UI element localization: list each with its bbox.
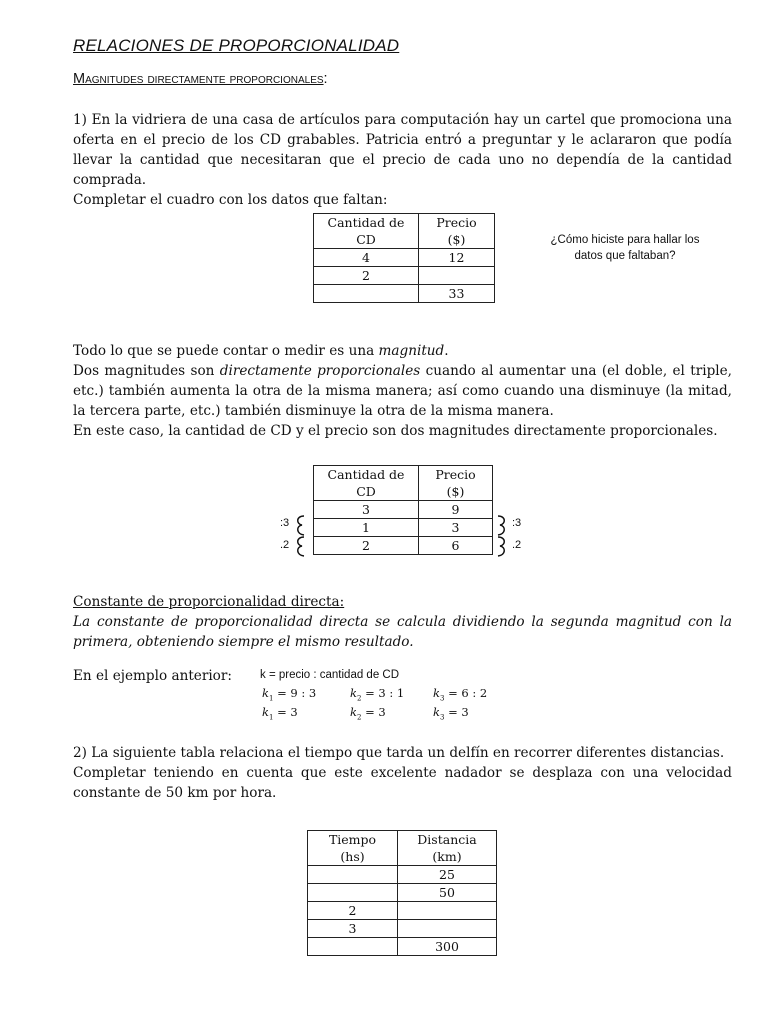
left-operator: .2	[280, 539, 290, 551]
table-cell: 1	[314, 519, 419, 537]
dolphin-table	[307, 830, 497, 956]
table-header-cell: Tiempo (hs)	[308, 831, 398, 866]
right-brace-icon	[495, 514, 511, 558]
k-calc-2: $k_2 = 3$ : 1	[350, 686, 405, 703]
right-operator: .2	[512, 539, 522, 551]
constant-heading: Constante de proporcionalidad directa:	[73, 594, 345, 610]
table-cell: 12	[419, 249, 495, 267]
section-subtitle	[73, 71, 328, 87]
constant-formula: k = precio : cantidad de CD	[260, 669, 400, 681]
k-calc-1: $k_1 = 9$ : 3	[262, 686, 317, 703]
k-result-1: $k_1 = 3$	[262, 705, 298, 722]
explanation-block	[73, 341, 732, 441]
exercise-2-text-2: Completar teniendo en cuenta que este excelente nadador se desplaza con una velocidad constante de 50 km por hora.	[73, 765, 732, 801]
table-header-cell: Cantidad de CD	[314, 466, 419, 501]
table-cell: 2	[314, 267, 419, 285]
exercise-1-block	[73, 110, 732, 210]
table-cell	[308, 938, 398, 956]
table-cell	[308, 866, 398, 884]
proportion-table	[313, 465, 493, 555]
table-cell: 2	[308, 902, 398, 920]
table-cell: 6	[419, 537, 493, 555]
table-cell	[419, 267, 495, 285]
table-row	[308, 902, 497, 920]
right-operator: :3	[512, 517, 522, 529]
table-row	[308, 938, 497, 956]
left-operator: :3	[280, 517, 290, 529]
question-line: ¿Cómo hiciste para hallar los	[550, 234, 700, 246]
table-cell: 3	[419, 519, 493, 537]
table-cell: 50	[398, 884, 497, 902]
table-cell	[398, 902, 497, 920]
table-header-cell: Precio ($)	[419, 214, 495, 249]
k-result-2: $k_2 = 3$	[350, 705, 386, 722]
table-cell: 2	[314, 537, 419, 555]
example-label: En el ejemplo anterior:	[73, 668, 232, 684]
table-row	[308, 884, 497, 902]
table-cell: 300	[398, 938, 497, 956]
table-cell: 3	[314, 501, 419, 519]
table-row	[314, 285, 495, 303]
table-cell: 33	[419, 285, 495, 303]
table-row	[314, 249, 495, 267]
page-title: RELACIONES DE PROPORCIONALIDAD	[73, 36, 400, 55]
exercise-2-text-1: 2) La siguiente tabla relaciona el tiempo que tarda un delfín en recorrer diferentes distancias.	[73, 745, 725, 761]
table-header-row	[308, 831, 497, 866]
table-cell: 3	[308, 920, 398, 938]
table-row	[314, 519, 493, 537]
table-cell	[308, 884, 398, 902]
table-header-row	[314, 466, 493, 501]
table-row	[308, 866, 497, 884]
question-note	[530, 232, 720, 264]
question-line: datos que faltaban?	[574, 250, 676, 262]
subtitle-text: Magnitudes directamente proporcionales	[73, 71, 324, 87]
k-result-3: $k_3 = 3$	[433, 705, 469, 722]
table-cell: 25	[398, 866, 497, 884]
exercise-1-text: 1) En la vidriera de una casa de artículos para computación hay un cartel que promociona una oferta en el precio de los CD grabables. Patricia entró a preguntar y le aclararon que podía llevar la cantidad que necesitaran que el precio de cada uno no dependía de la cantidad comprada.	[73, 112, 732, 188]
table-row	[314, 537, 493, 555]
cd-price-table	[313, 213, 495, 303]
constant-definition: La constante de proporcionalidad directa se calcula dividiendo la segunda magnitud con la primera, obteniendo siempre el mismo resultado.	[73, 614, 732, 650]
table-row	[308, 920, 497, 938]
constant-block	[73, 592, 732, 652]
subtitle-colon: :	[323, 71, 328, 87]
table-header-row	[314, 214, 495, 249]
exercise-1-instruction: Completar el cuadro con los datos que faltan:	[73, 192, 388, 208]
table-cell	[314, 285, 419, 303]
table-row	[314, 267, 495, 285]
table-header-cell: Precio ($)	[419, 466, 493, 501]
left-brace-icon	[292, 514, 308, 558]
explanation-line-3: En este caso, la cantidad de CD y el precio son dos magnitudes directamente proporcionales.	[73, 423, 718, 439]
explanation-line-2: Dos magnitudes son directamente proporcionales cuando al aumentar una (el doble, el triple, etc.) también aumenta la otra de la misma manera; así como cuando una disminuye (la mitad, la tercera parte, etc.) también disminuye la otra de la misma manera.	[73, 363, 732, 419]
table-cell: 4	[314, 249, 419, 267]
explanation-line-1: Todo lo que se puede contar o medir es una magnitud.	[73, 343, 449, 359]
k-calc-3: $k_3 = 6$ : 2	[433, 686, 488, 703]
exercise-2-block	[73, 743, 732, 803]
table-cell	[398, 920, 497, 938]
table-row	[314, 501, 493, 519]
table-header-cell: Distancia (km)	[398, 831, 497, 866]
table-cell: 9	[419, 501, 493, 519]
table-header-cell: Cantidad de CD	[314, 214, 419, 249]
